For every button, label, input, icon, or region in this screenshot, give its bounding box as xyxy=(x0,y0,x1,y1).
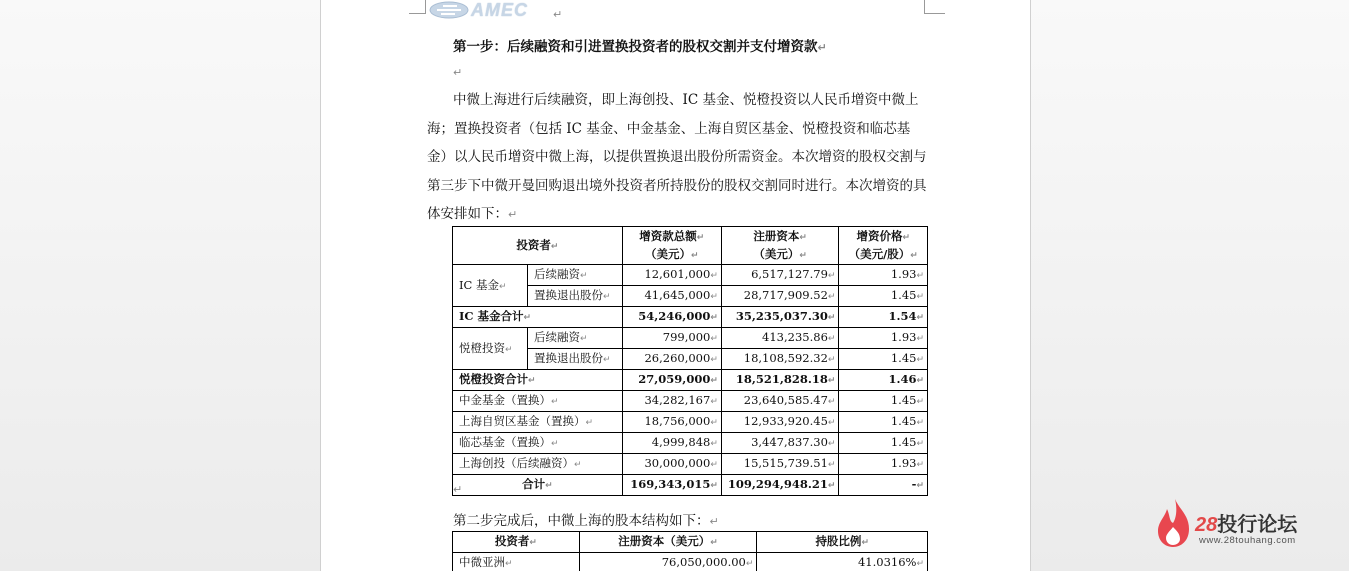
header-ratio: 持股比例↵ xyxy=(757,532,928,553)
table-row xyxy=(453,454,928,475)
type-cell: 后续融资↵ xyxy=(527,265,622,286)
header-investor: 投资者↵ xyxy=(453,227,623,265)
crop-mark-top-right xyxy=(924,0,945,14)
logo-text: AMEC xyxy=(471,0,528,20)
price-cell: 1.45↵ xyxy=(839,412,928,433)
investor-cell: 悦橙投资↵ xyxy=(453,328,528,370)
crop-mark-top-left xyxy=(409,0,426,14)
capital-increase-table xyxy=(452,226,928,496)
body-paragraph: 中微上海进行后续融资，即上海创投、IC 基金、悦橙投资以人民币增资中微上海；置换投资者（包括 IC 基金、中金基金、上海自贸区基金、悦橙投资和临芯基金）以人民币增资中微上海，以提供置换退出股份所需资金。本次增资的股权交割与第三步下中微开曼回购退出境外投资者所持股份的股权交割同时进行。本次增资的具体安排如下：↵ xyxy=(427,92,927,222)
paragraph-mark: ↵ xyxy=(453,483,463,496)
type-cell: 置换退出股份↵ xyxy=(527,349,622,370)
price-cell: 1.45↵ xyxy=(839,391,928,412)
capital-cell: 109,294,948.21↵ xyxy=(721,475,839,496)
capital-cell: 15,515,739.51↵ xyxy=(721,454,839,475)
table-header-row xyxy=(453,227,928,265)
header-capital: 注册资本（美元）↵ xyxy=(579,532,757,553)
investor-cell: 中金基金（置换）↵ xyxy=(453,391,623,412)
capital-cell: 413,235.86↵ xyxy=(721,328,839,349)
price-cell: 1.45↵ xyxy=(839,349,928,370)
document-page xyxy=(320,0,1031,571)
header-capital: 注册资本↵ （美元）↵ xyxy=(721,227,839,265)
amount-cell: 30,000,000↵ xyxy=(622,454,721,475)
total-label: 合计↵ xyxy=(453,475,623,496)
ratio-cell: 41.0316%↵ xyxy=(757,553,928,571)
amount-cell: 12,601,000↵ xyxy=(622,265,721,286)
watermark-logo xyxy=(1155,497,1335,549)
price-cell: 1.45↵ xyxy=(839,286,928,307)
subtotal-row xyxy=(453,370,928,391)
amount-cell: 26,260,000↵ xyxy=(622,349,721,370)
body-paragraph-2: 第二步完成后，中微上海的股本结构如下：↵ xyxy=(453,513,719,529)
table-row xyxy=(453,553,928,571)
subtotal-label: IC 基金合计↵ xyxy=(453,307,623,328)
capital-cell: 18,108,592.32↵ xyxy=(721,349,839,370)
capital-cell: 6,517,127.79↵ xyxy=(721,265,839,286)
table-row xyxy=(453,433,928,454)
amount-cell: 27,059,000↵ xyxy=(622,370,721,391)
table-header-row xyxy=(453,532,928,553)
subtotal-label: 悦橙投资合计↵ xyxy=(453,370,623,391)
type-cell: 后续融资↵ xyxy=(527,328,622,349)
price-cell: -↵ xyxy=(839,475,928,496)
total-row xyxy=(453,475,928,496)
table-row xyxy=(453,265,928,286)
investor-cell: 上海创投（后续融资）↵ xyxy=(453,454,623,475)
price-cell: 1.46↵ xyxy=(839,370,928,391)
paragraph-mark: ↵ xyxy=(453,66,463,79)
flame-icon xyxy=(1155,497,1193,549)
price-cell: 1.54↵ xyxy=(839,307,928,328)
capital-cell: 3,447,837.30↵ xyxy=(721,433,839,454)
amount-cell: 18,756,000↵ xyxy=(622,412,721,433)
capital-cell: 35,235,037.30↵ xyxy=(721,307,839,328)
watermark-url: www.28touhang.com xyxy=(1199,535,1296,546)
subtotal-row xyxy=(453,307,928,328)
amount-cell: 4,999,848↵ xyxy=(622,433,721,454)
capital-cell: 18,521,828.18↵ xyxy=(721,370,839,391)
investor-cell: 上海自贸区基金（置换）↵ xyxy=(453,412,623,433)
share-structure-table xyxy=(452,531,928,571)
amec-logo-icon xyxy=(429,1,469,19)
price-cell: 1.93↵ xyxy=(839,265,928,286)
price-cell: 1.93↵ xyxy=(839,328,928,349)
investor-cell: 中微亚洲↵ xyxy=(453,553,580,571)
price-cell: 1.93↵ xyxy=(839,454,928,475)
header-investor: 投资者↵ xyxy=(453,532,580,553)
investor-cell: IC 基金↵ xyxy=(453,265,528,307)
amount-cell: 169,343,015↵ xyxy=(622,475,721,496)
watermark-title: 28投行论坛 xyxy=(1195,514,1298,536)
capital-cell: 76,050,000.00↵ xyxy=(579,553,757,571)
section-heading: 第一步：后续融资和引进置换投资者的股权交割并支付增资款↵ xyxy=(453,39,827,55)
paragraph-mark: ↵ xyxy=(553,8,563,21)
amount-cell: 799,000↵ xyxy=(622,328,721,349)
amount-cell: 54,246,000↵ xyxy=(622,307,721,328)
capital-cell: 28,717,909.52↵ xyxy=(721,286,839,307)
table-row xyxy=(453,412,928,433)
amec-logo xyxy=(429,0,528,20)
capital-cell: 23,640,585.47↵ xyxy=(721,391,839,412)
header-amount: 增资款总额↵ （美元）↵ xyxy=(622,227,721,265)
type-cell: 置换退出股份↵ xyxy=(527,286,622,307)
price-cell: 1.45↵ xyxy=(839,433,928,454)
table-row xyxy=(453,328,928,349)
investor-cell: 临芯基金（置换）↵ xyxy=(453,433,623,454)
capital-cell: 12,933,920.45↵ xyxy=(721,412,839,433)
amount-cell: 41,645,000↵ xyxy=(622,286,721,307)
amount-cell: 34,282,167↵ xyxy=(622,391,721,412)
table-row xyxy=(453,391,928,412)
header-price: 增资价格↵ （美元/股）↵ xyxy=(839,227,928,265)
